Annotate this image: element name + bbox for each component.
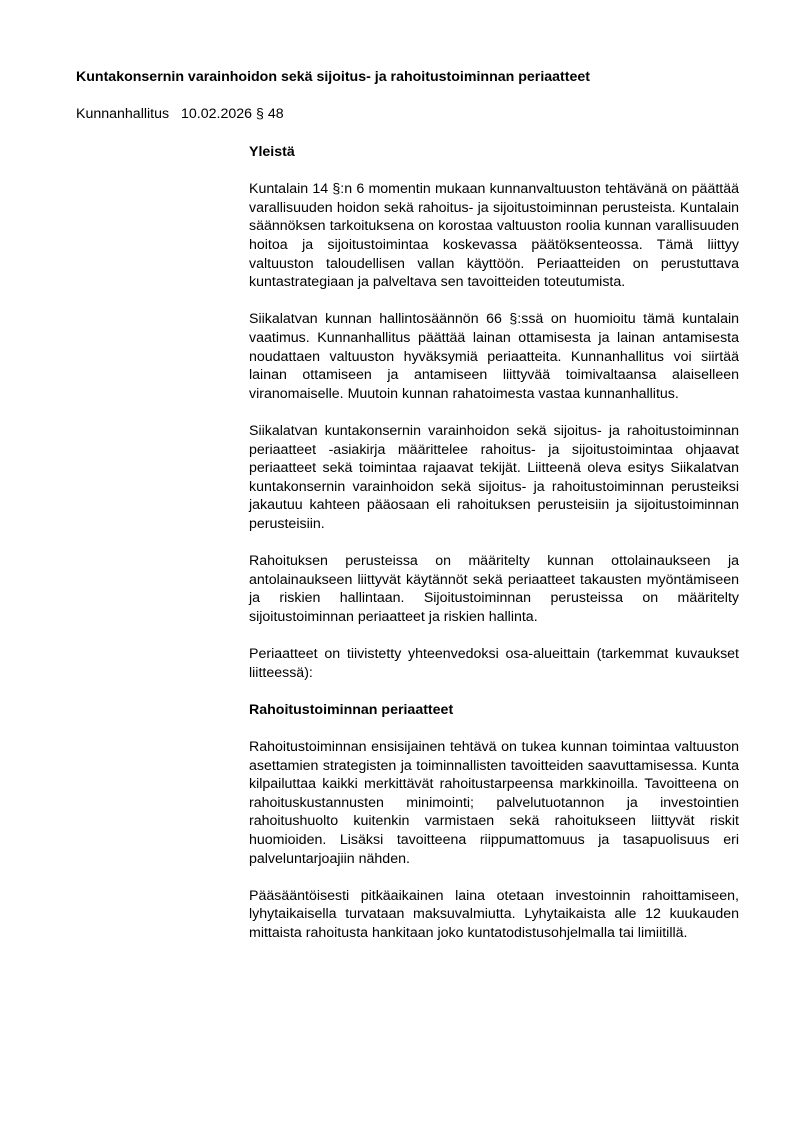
meeting-date: 10.02.2026 bbox=[181, 106, 253, 122]
paragraph: Kuntalain 14 §:n 6 momentin mukaan kunnanvaltuuston tehtävänä on päättää varallisuuden hoidon sekä rahoitus- ja sijoitustoiminnan perusteista. Kuntalain säännöksen tarkoituksena on korostaa valtuuston roolia kunnan varallisuuden hoitoa ja sijoitustoimintaa koskevassa päätöksenteossa. Tämä liittyy valtuuston taloudellisen vallan käyttöön. Periaatteiden on perustuttava kuntastrategiaan ja palveltava sen tavoitteiden toteutumista. bbox=[249, 181, 739, 291]
paragraph: Rahoitustoiminnan ensisijainen tehtävä on tukea kunnan toimintaa valtuuston asettamien strategisten ja toiminnallisten tavoitteiden saavuttamisessa. Kunta kilpailuttaa kaikki merkittävät rahoitustarpeensa markkinoilla. Tavoitteena on rahoituskustannusten minimointi; palvelutuotannon ja investointien rahoitushuolto kuitenkin varmistaen sekä rahoitukseen liittyvät riskit huomioiden. Lisäksi tavoitteena riippumattomuus ja tasapuolisuus eri palveluntarjoajiin nähden. bbox=[249, 739, 739, 867]
paragraph: Pääsääntöisesti pitkäaikainen laina otetaan investoinnin rahoittamiseen, lyhytaikaisella turvataan maksuvalmiutta. Lyhytaikaista alle 12 kuukauden mittaista rahoitusta hankitaan joko kuntatodistusohjelmalla tai limiitillä. bbox=[249, 887, 739, 941]
paragraph: Periaatteet on tiivistetty yhteenvedoksi osa-alueittain (tarkemmat kuvaukset liitteessä): bbox=[249, 646, 739, 681]
paragraph: Rahoituksen perusteissa on määritelty kunnan ottolainaukseen ja antolainaukseen liittyvät käytännöt sekä periaatteet takausten myöntämiseen ja riskien hallintaan. Sijoitustoiminnan perusteissa on määritelty sijoitustoiminnan periaatteet ja riskien hallinta. bbox=[249, 553, 739, 625]
paragraph: Siikalatvan kunnan hallintosäännön 66 §:ssä on huomioitu tämä kuntalain vaatimus. Kunnanhallitus päättää lainan ottamisesta ja lainan antamisesta noudattaen valtuuston hyväksymiä periaatteita. Kunnanhallitus voi siirtää lainan ottamiseen ja antamiseen liittyvää toimivaltaansa alaiselleen viranomaiselle. Muutoin kunnan rahatoimesta vastaa kunnanhallitus. bbox=[249, 311, 739, 402]
meeting-section: § 48 bbox=[256, 106, 284, 122]
heading-general: Yleistä bbox=[249, 144, 295, 160]
document-content bbox=[249, 143, 739, 961]
meeting-body: Kunnanhallitus bbox=[76, 106, 170, 122]
heading-financing: Rahoitustoiminnan periaatteet bbox=[249, 701, 454, 718]
document-title: Kuntakonsernin varainhoidon sekä sijoitus- ja rahoitustoiminnan periaatteet bbox=[76, 69, 590, 85]
meeting-info bbox=[76, 106, 284, 122]
paragraph: Siikalatvan kuntakonsernin varainhoidon sekä sijoitus- ja rahoitustoiminnan periaatteet -asiakirja määrittelee rahoitus- ja sijoitustoimintaa ohjaavat periaatteet sekä toimintaa rajaavat tekijät. Liitteenä oleva esitys Siikalatvan kuntakonsernin varainhoidon sekä sijoitus- ja rahoitustoiminnan perusteiksi jakautuu kahteen pääosaan eli rahoituksen perusteisiin ja sijoitustoiminnan perusteisiin. bbox=[249, 422, 739, 532]
